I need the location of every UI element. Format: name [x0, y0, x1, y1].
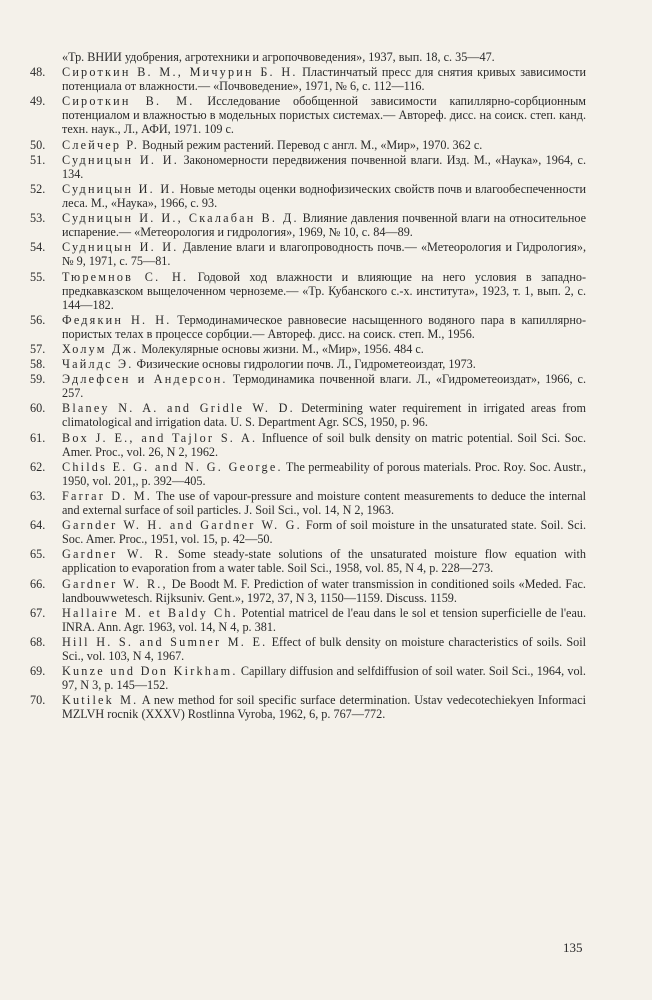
- reference-text: Физические основы гидрологии почв. Л., Гидрометеоиздат, 1973.: [136, 357, 476, 372]
- reference-author: Garnder W. H. and Gardner W. G.: [62, 518, 302, 533]
- reference-number: 59.: [30, 372, 46, 387]
- reference-text: De Boodt M. F. Prediction of water transmission in conditioned soils «Meded. Fac. landbouwwetesch. Rijksuniv. Gent.», 1972, 37, N 3, 1150—1159. Discuss. 1159.: [62, 576, 586, 605]
- reference-body: [62, 313, 586, 341]
- reference-text: Новые методы оценки воднофизических свойств почв и влагообеспеченности леса. М., «Наука», 1966, с. 93.: [62, 181, 586, 210]
- reference-number: 66.: [30, 576, 46, 591]
- reference-number: 68.: [30, 634, 46, 649]
- reference-item: [30, 313, 586, 341]
- reference-text: Молекулярные основы жизни. М., «Мир», 1956. 484 с.: [141, 341, 424, 356]
- reference-author: Чайлдс Э.: [62, 357, 134, 372]
- reference-text: Form of soil moisture in the unsaturated state. Soil. Sci. Soc. Amer. Proc., 1951, vol. 15, p. 42—50.: [62, 518, 586, 547]
- reference-author: Childs E. G. and N. G. George.: [62, 459, 283, 474]
- reference-text: Закономерности передвижения почвенной влаги. Изд. М., «Наука», 1964, с. 134.: [62, 152, 586, 181]
- reference-author: Box J. E., and Tajlor S. A.: [62, 430, 258, 445]
- reference-item: [30, 211, 586, 239]
- reference-author: Холум Дж.: [62, 341, 139, 356]
- reference-text: The use of vapour-pressure and moisture content measurements to deduce the internal and external surface of soil particles. J. Soil Sci., vol. 14, N 2, 1963.: [62, 489, 586, 517]
- reference-text: Determining water requirement in irrigated areas from climatological and irrigation data. U. S. Department Agr. SCS, 1950, p. 96.: [62, 401, 586, 430]
- reference-text: A new method for soil specific surface determination. Ustav vedecotechiekyen Informaci MZLVH rocnik (XXXV) Rostlinna Vyroba, 1962, 6, p. 767—772.: [62, 693, 586, 722]
- reference-item: [30, 94, 586, 136]
- reference-number: 51.: [30, 152, 46, 167]
- reference-number: 53.: [30, 211, 46, 226]
- reference-body: [62, 547, 586, 575]
- reference-item: [30, 240, 586, 268]
- reference-item: [30, 606, 586, 634]
- reference-body: [62, 693, 586, 721]
- reference-author: Федякин Н. Н.: [62, 312, 172, 327]
- reference-item: [30, 372, 586, 400]
- reference-item: [30, 518, 586, 546]
- reference-body: [62, 606, 586, 634]
- reference-body: [62, 138, 586, 152]
- reference-item: [30, 489, 586, 517]
- reference-body: [62, 211, 586, 239]
- reference-text: Пластинчатый пресс для снятия кривых зависимости потенциала от влажности.— «Почвоведение», 1971, № 6, с. 112—116.: [62, 65, 586, 94]
- reference-text: Термодинамическое равновесие насыщенного водяного пара в капиллярно-пористых телах в процессе сорбции.— Автореф. дисс. на соиск. степ. М., 1956.: [62, 312, 587, 341]
- reference-item: [30, 270, 586, 312]
- reference-author: Hallaire M. et Baldy Ch.: [62, 605, 238, 620]
- reference-author: Kunze und Don Kirkham.: [62, 664, 238, 679]
- reference-text: Влияние давления почвенной влаги на относительное испарение.— «Метеорология и гидрология», 1969, № 10, с. 84—89.: [62, 211, 586, 240]
- reference-body: [62, 357, 586, 371]
- reference-body: [62, 577, 586, 605]
- reference-number: 67.: [30, 605, 46, 620]
- reference-item: [30, 182, 586, 210]
- reference-number: 61.: [30, 430, 46, 445]
- reference-item: [30, 342, 586, 356]
- reference-number: 70.: [30, 693, 46, 708]
- reference-text: Годовой ход влажности и влияющие на него условия в западно-предкавказском выщелоченном черноземе.— «Тр. Кубанского с.-х. института», 1923, т. 1, вып. 2, с. 144—182.: [62, 269, 587, 312]
- reference-text: Some steady-state solutions of the unsaturated moisture flow equation with application to evaporation from a water table. Soil Sci., 1958, vol. 85, N 4, p. 228—273.: [62, 547, 586, 576]
- reference-author: Судницын И. И.: [62, 240, 179, 255]
- reference-number: 60.: [30, 401, 46, 416]
- reference-text: Influence of soil bulk density on matric potential. Soil Sci. Soc. Amer. Proc., vol. 26, N 2, 1962.: [62, 430, 586, 459]
- reference-text: The permeability of porous materials. Proc. Roy. Soc. Austr., 1950, vol. 201,, p. 392—405.: [62, 459, 586, 488]
- reference-author: Сироткин В. М.: [62, 94, 195, 109]
- reference-text: Термодинамика почвенной влаги. Л., «Гидрометеоиздат», 1966, с. 257.: [62, 372, 587, 401]
- reference-body: [62, 65, 586, 93]
- reference-author: Hill H. S. and Sumner M. E.: [62, 634, 268, 649]
- reference-author: Слейчер Р.: [62, 137, 140, 152]
- reference-continuation: [30, 50, 586, 64]
- reference-author: Blaney N. A. and Gridle W. D.: [62, 401, 295, 416]
- reference-item: [30, 153, 586, 181]
- reference-item: [30, 547, 586, 575]
- reference-author: Судницын И. И., Скалабан В. Д.: [62, 211, 299, 226]
- reference-body: [62, 518, 586, 546]
- page-number: 135: [563, 940, 583, 955]
- reference-body: [62, 635, 586, 663]
- reference-item: [30, 693, 586, 721]
- reference-body: [62, 664, 586, 692]
- reference-number: 56.: [30, 312, 46, 327]
- reference-text: Capillary diffusion and selfdiffusion of soil water. Soil Sci., 1964, vol. 97, N 3, p. 145—152.: [62, 664, 586, 693]
- reference-list: [30, 50, 586, 723]
- reference-number: 48.: [30, 65, 46, 80]
- reference-author: Судницын И. И.: [62, 152, 179, 167]
- reference-item: [30, 460, 586, 488]
- reference-body: [62, 372, 586, 400]
- reference-number: 52.: [30, 181, 46, 196]
- reference-item: [30, 401, 586, 429]
- reference-body: [62, 270, 586, 312]
- reference-body: [62, 153, 586, 181]
- reference-author: Сироткин В. М., Мичурин Б. Н.: [62, 65, 298, 80]
- reference-item: [30, 664, 586, 692]
- reference-author: Судницын И. И.: [62, 181, 177, 196]
- reference-text: Исследование обобщенной зависимости капиллярно-сорбционным потенциалом и влажностью в модельных пористых системах.— Автореф. дисс. на соиск. степ. канд. техн. наук., Л., АФИ, 1971. 109 с.: [62, 94, 586, 137]
- reference-item: [30, 65, 586, 93]
- reference-body: [62, 182, 586, 210]
- reference-author: Kutilek M.: [62, 693, 139, 708]
- reference-text: Potential matricel de l'eau dans le sol et tension superficielle de l'eau. INRA. Ann. Agr. 1963, vol. 14, N 4, p. 381.: [62, 605, 586, 634]
- reference-number: 50.: [30, 137, 46, 152]
- reference-number: 62.: [30, 459, 46, 474]
- reference-continuation-text: «Тр. ВНИИ удобрения, агротехники и агропочвоведения», 1937, вып. 18, с. 35—47.: [62, 50, 495, 64]
- reference-number: 64.: [30, 518, 46, 533]
- reference-number: 58.: [30, 357, 46, 372]
- reference-item: [30, 431, 586, 459]
- reference-author: Gardner W. R.,: [62, 576, 168, 591]
- reference-number: 49.: [30, 94, 46, 109]
- reference-number: 54.: [30, 240, 46, 255]
- reference-number: 55.: [30, 269, 46, 284]
- reference-text: Давление влаги и влагопроводность почв.— «Метеорология и Гидрология», № 9, 1971, с. 75—81.: [62, 240, 586, 269]
- reference-author: Тюремнов С. Н.: [62, 269, 189, 284]
- reference-author: Farrar D. M.: [62, 489, 153, 503]
- reference-item: [30, 577, 586, 605]
- reference-item: [30, 635, 586, 663]
- reference-number: 65.: [30, 547, 46, 562]
- reference-text: Водный режим растений. Перевод с англ. М., «Мир», 1970. 362 с.: [142, 137, 483, 152]
- reference-body: [62, 401, 586, 429]
- reference-body: [62, 94, 586, 136]
- reference-body: [62, 342, 586, 356]
- reference-body: [62, 240, 586, 268]
- reference-item: [30, 357, 586, 371]
- reference-author: Gardner W. R.: [62, 547, 171, 562]
- reference-author: Эдлефсен и Андерсон.: [62, 372, 228, 387]
- reference-text: Effect of bulk density on moisture characteristics of soils. Soil Sci., vol. 103, N 4, 1967.: [62, 634, 587, 663]
- reference-number: 63.: [30, 489, 46, 503]
- reference-body: [62, 460, 586, 488]
- reference-number: 57.: [30, 341, 46, 356]
- reference-item: [30, 138, 586, 152]
- reference-number: 69.: [30, 664, 46, 679]
- reference-body: [62, 489, 586, 517]
- reference-body: [62, 431, 586, 459]
